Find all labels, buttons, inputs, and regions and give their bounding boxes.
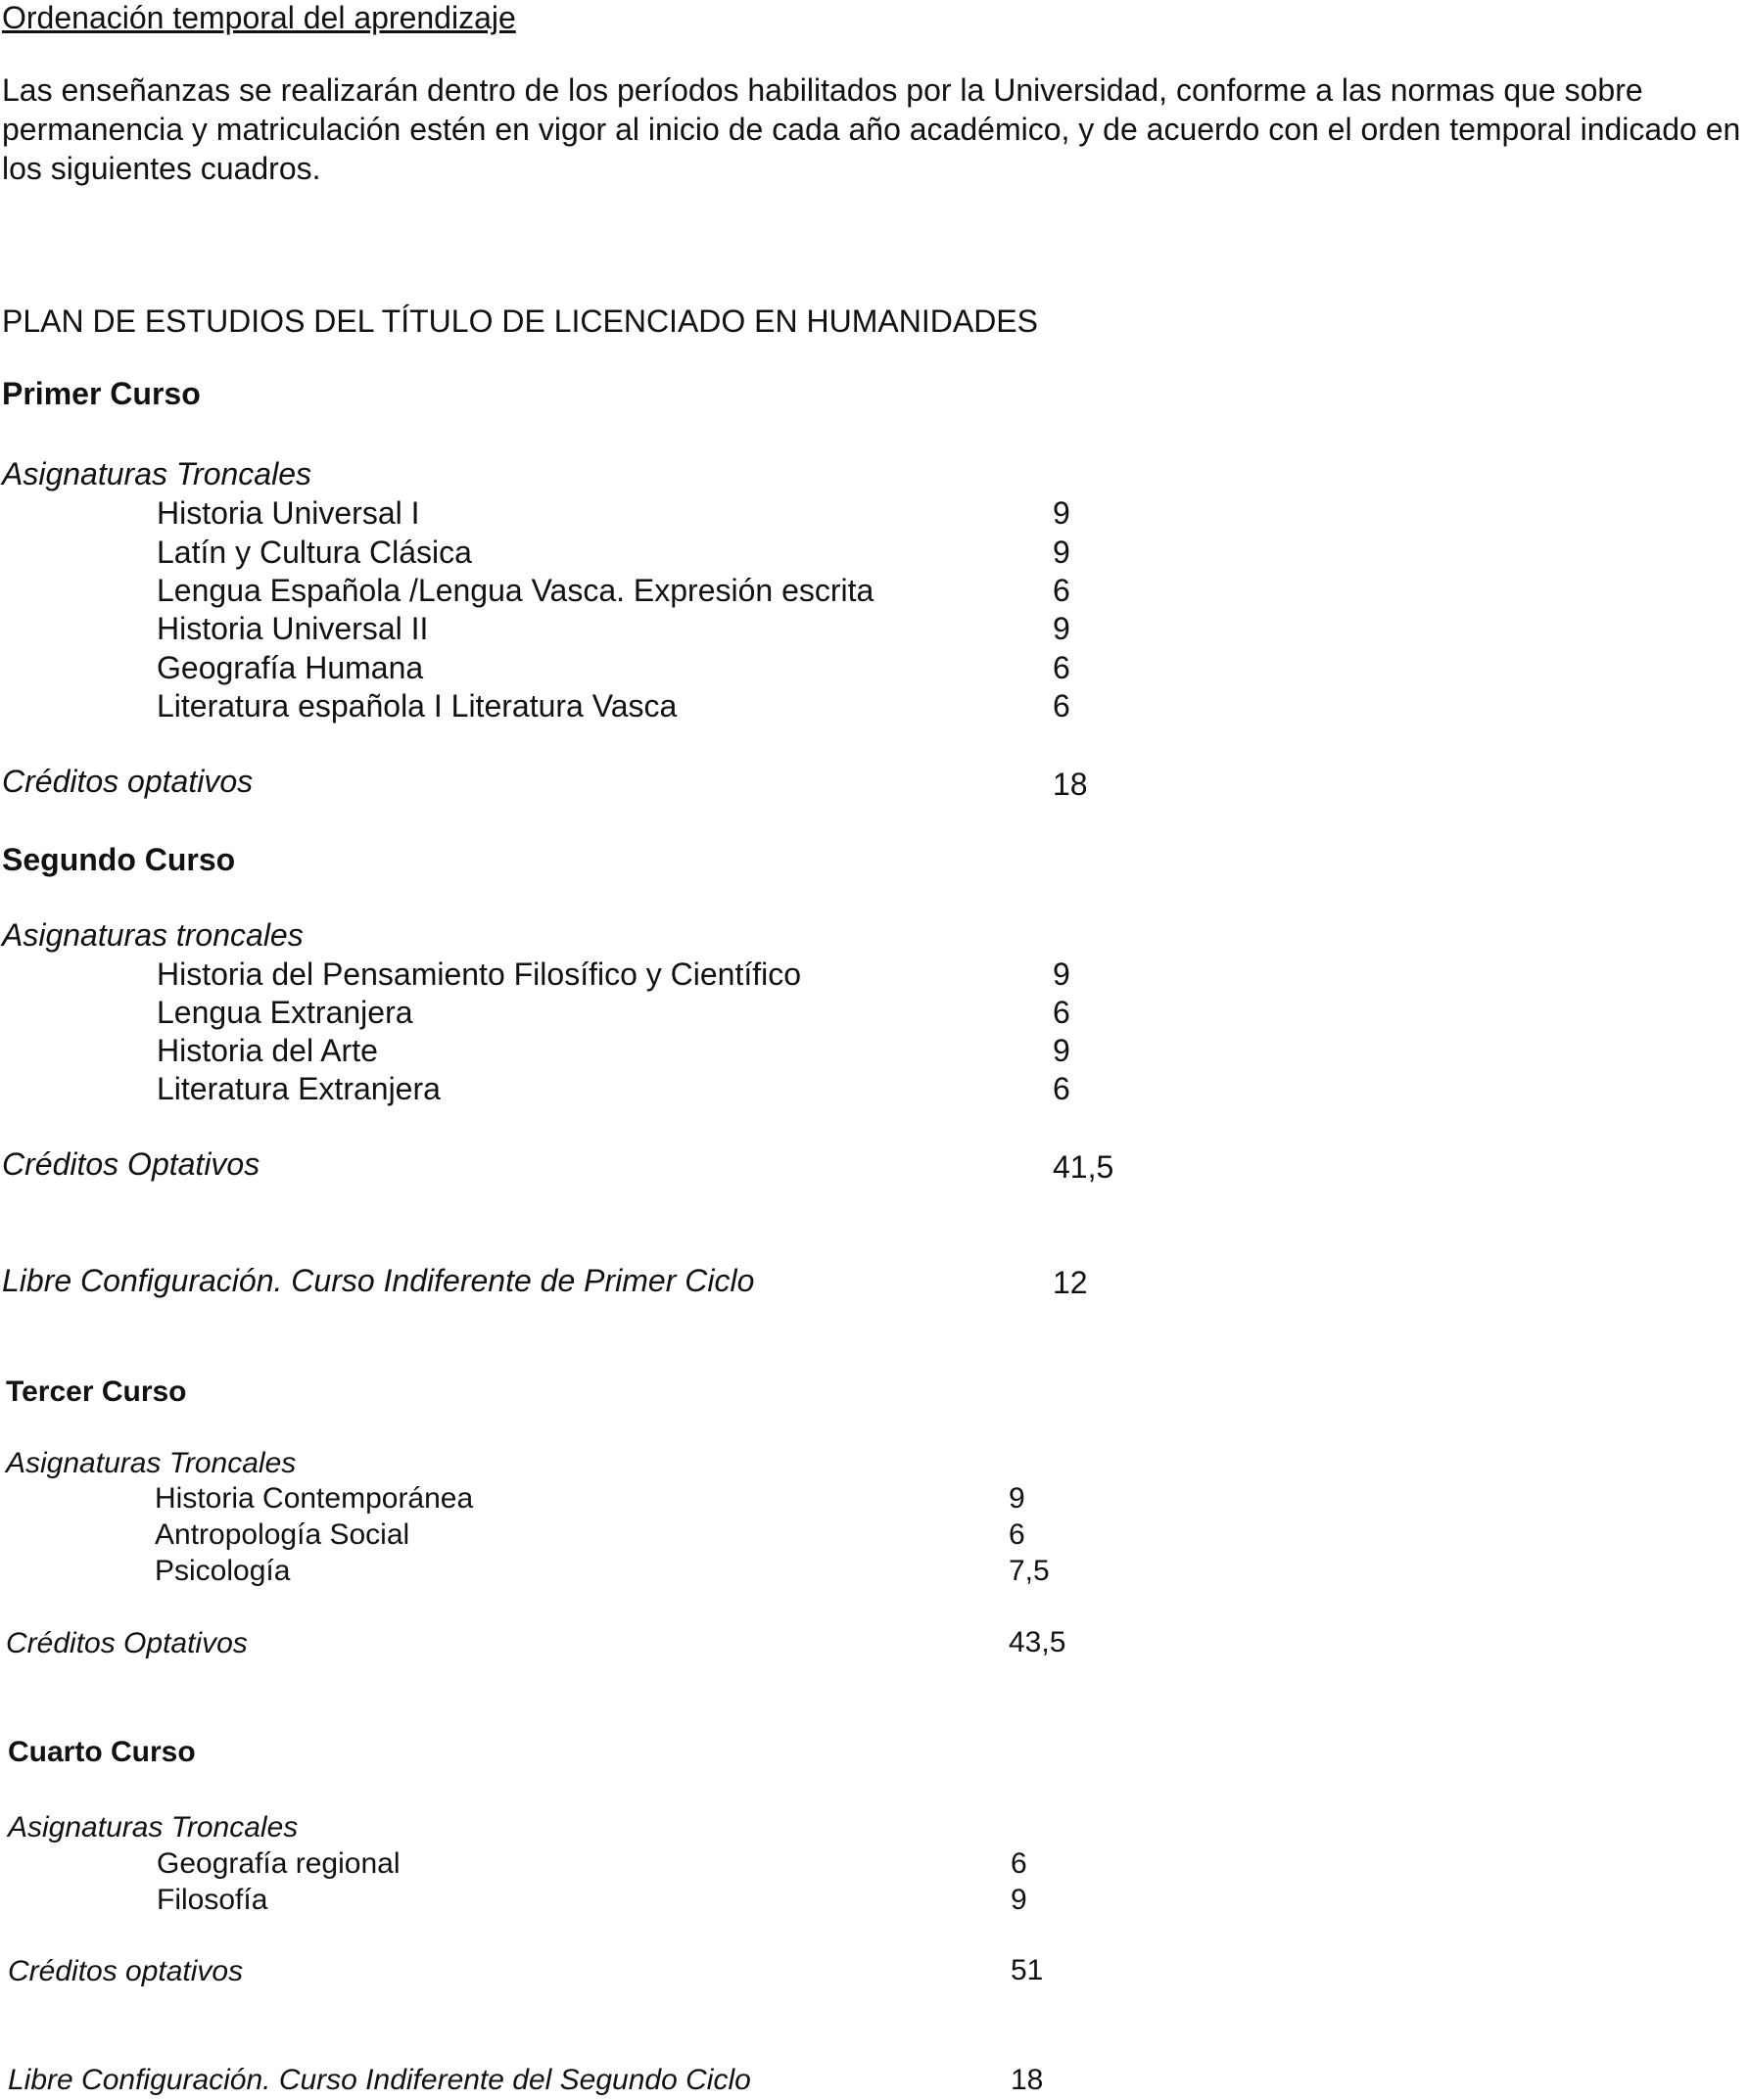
plan-title: PLAN DE ESTUDIOS DEL TÍTULO DE LICENCIADO EN HUMANIDADES [2,303,1038,339]
subject-name: Geografía Humana [157,650,424,685]
free-config-credits-2: 18 [1011,2064,1044,2096]
subject-credits: 6 [1053,650,1070,685]
subject-credits: 9 [1011,1884,1027,1916]
subject-name: Psicología [155,1555,291,1587]
subject-credits: 6 [1053,1071,1070,1106]
subject-name: Lengua Española /Lengua Vasca. Expresión escrita [157,573,874,608]
optional-credits-4: 51 [1011,1954,1044,1986]
subject-credits: 9 [1053,1033,1070,1068]
subject-name: Historia Universal II [157,611,429,646]
subject-credits: 9 [1009,1482,1025,1515]
free-config-credits-1: 12 [1053,1265,1088,1300]
optional-credits-3: 43,5 [1009,1626,1066,1658]
section-heading: Ordenación temporal del aprendizaje [2,0,516,35]
subject-name: Geografía regional [157,1847,401,1880]
optional-label-2: Créditos Optativos [2,1146,260,1182]
subject-name: Historia Contemporánea [155,1482,474,1515]
subject-credits: 6 [1009,1518,1025,1551]
subject-credits: 7,5 [1009,1555,1050,1587]
optional-label-1: Créditos optativos [2,764,254,799]
group-label-1: Asignaturas Troncales [2,456,311,491]
course-title-3: Tercer Curso [6,1376,187,1408]
subject-name: Historia Universal I [157,495,420,531]
subject-name: Antropología Social [155,1518,410,1551]
subject-credits: 9 [1053,957,1070,992]
subject-credits: 6 [1053,688,1070,723]
subject-name: Literatura Extranjera [157,1071,441,1106]
subject-name: Literatura española I Literatura Vasca [157,688,678,723]
course-title-4: Cuarto Curso [8,1736,196,1768]
subject-credits: 9 [1053,611,1070,646]
subject-name: Filosofía [157,1884,268,1916]
subject-name: Lengua Extranjera [157,995,413,1030]
subject-name: Historia del Pensamiento Filosífico y Científico [157,957,802,992]
subject-credits: 6 [1053,573,1070,608]
group-label-2: Asignaturas troncales [2,917,304,953]
subject-name: Latín y Cultura Clásica [157,535,472,570]
intro-paragraph: Las enseñanzas se realizarán dentro de los períodos habilitados por la Universidad, conforme a las normas que sobre permanencia y matriculación estén en vigor al inicio de cada año académico, y de acuerdo con el orden temporal indicado en los siguientes cuadros. [2,72,1741,186]
optional-credits-1: 18 [1053,767,1088,802]
subject-credits: 9 [1053,535,1070,570]
optional-label-3: Créditos Optativos [6,1627,248,1659]
course-title-1: Primer Curso [2,376,201,411]
subject-name: Historia del Arte [157,1033,378,1068]
free-config-label-1: Libre Configuración. Curso Indiferente de Primer Ciclo [2,1263,755,1298]
subject-credits: 6 [1011,1847,1027,1880]
subject-credits: 9 [1053,495,1070,531]
free-config-label-2: Libre Configuración. Curso Indiferente del Segundo Ciclo [8,2064,751,2096]
group-label-3: Asignaturas Troncales [6,1447,297,1479]
group-label-4: Asignaturas Troncales [8,1811,299,1843]
optional-credits-2: 41,5 [1053,1149,1114,1185]
course-title-2: Segundo Curso [2,842,236,877]
optional-label-4: Créditos optativos [8,1955,244,1987]
subject-credits: 6 [1053,995,1070,1030]
